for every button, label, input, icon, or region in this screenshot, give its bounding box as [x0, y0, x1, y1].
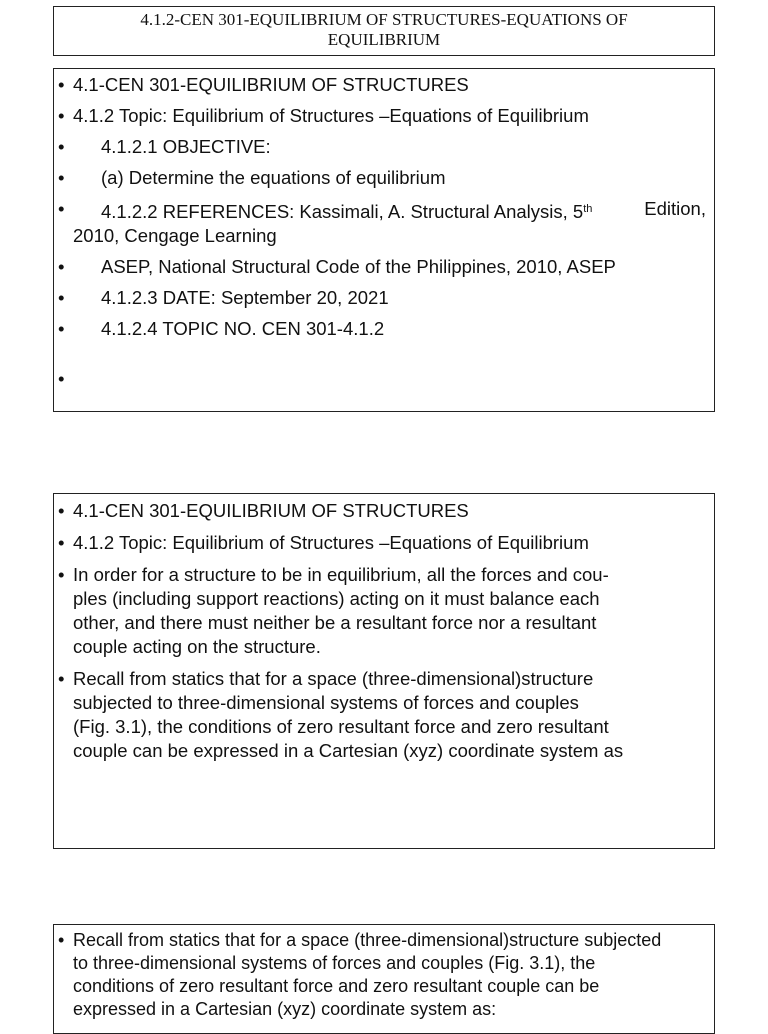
bullet-icon: •	[58, 564, 65, 585]
bullet-icon: •	[58, 167, 65, 188]
slide-1	[53, 68, 715, 412]
bullet-icon: •	[58, 74, 65, 95]
slide1-item-course: • 4.1-CEN 301-EQUILIBRIUM OF STRUCTURES	[58, 74, 469, 95]
bullet-icon: •	[58, 198, 65, 219]
slide1-item-objective-a: • (a) Determine the equations of equilibrium	[58, 167, 446, 188]
slide2-paragraph-equilibrium: • In order for a structure to be in equilibrium, all the forces and cou- ples (including support reactions) acting on it must balance each other, and there must neither be a resultant force nor a resultant couple acting on the structure.	[58, 564, 609, 657]
document-title-line-1: 4.1.2-CEN 301-EQUILIBRIUM OF STRUCTURES-EQUATIONS OF	[140, 10, 628, 29]
slide3-paragraph-statics: • Recall from statics that for a space (three-dimensional)structure subjected to three-dimensional systems of forces and couples (Fig. 3.1), the conditions of zero resultant force and zero resultant couple can be expressed in a Cartesian (xyz) coordinate system as:	[58, 930, 662, 1019]
bullet-icon: •	[58, 136, 65, 157]
slide-2	[53, 493, 715, 849]
bullet-icon: •	[58, 287, 65, 308]
slide1-item-date: • 4.1.2.3 DATE: September 20, 2021	[58, 287, 389, 308]
bullet-icon: •	[58, 500, 65, 521]
bullet-icon: •	[58, 105, 65, 126]
bullet-icon: •	[58, 532, 65, 553]
slide-3	[53, 924, 715, 1034]
bullet-icon: •	[58, 368, 65, 389]
slide2-item-course: • 4.1-CEN 301-EQUILIBRIUM OF STRUCTURES	[58, 500, 469, 521]
slide1-item-objective: • 4.1.2.1 OBJECTIVE:	[58, 136, 271, 157]
slide1-item-references: • 4.1.2.2 REFERENCES: Kassimali, A. Structural Analysis, 5th Edition, 2010, Cengage Learning	[58, 198, 706, 246]
slide2-item-topic: • 4.1.2 Topic: Equilibrium of Structures –Equations of Equilibrium	[58, 532, 589, 553]
bullet-icon: •	[58, 318, 65, 339]
slide1-item-asep: • ASEP, National Structural Code of the Philippines, 2010, ASEP	[58, 256, 616, 277]
bullet-icon: •	[58, 256, 65, 277]
slide1-item-topic-no: • 4.1.2.4 TOPIC NO. CEN 301-4.1.2	[58, 318, 385, 339]
document-title-line-2: EQUILIBRIUM	[327, 30, 441, 49]
bullet-icon: •	[58, 668, 65, 689]
document-title-box	[53, 6, 715, 56]
slide2-paragraph-statics: • Recall from statics that for a space (three-dimensional)structure subjected to three-dimensional systems of forces and couples (Fig. 3.1), the conditions of zero resultant force and zero resultant couple can be expressed in a Cartesian (xyz) coordinate system as	[58, 668, 624, 761]
bullet-icon: •	[58, 930, 65, 950]
slide1-item-topic: • 4.1.2 Topic: Equilibrium of Structures –Equations of Equilibrium	[58, 105, 589, 126]
